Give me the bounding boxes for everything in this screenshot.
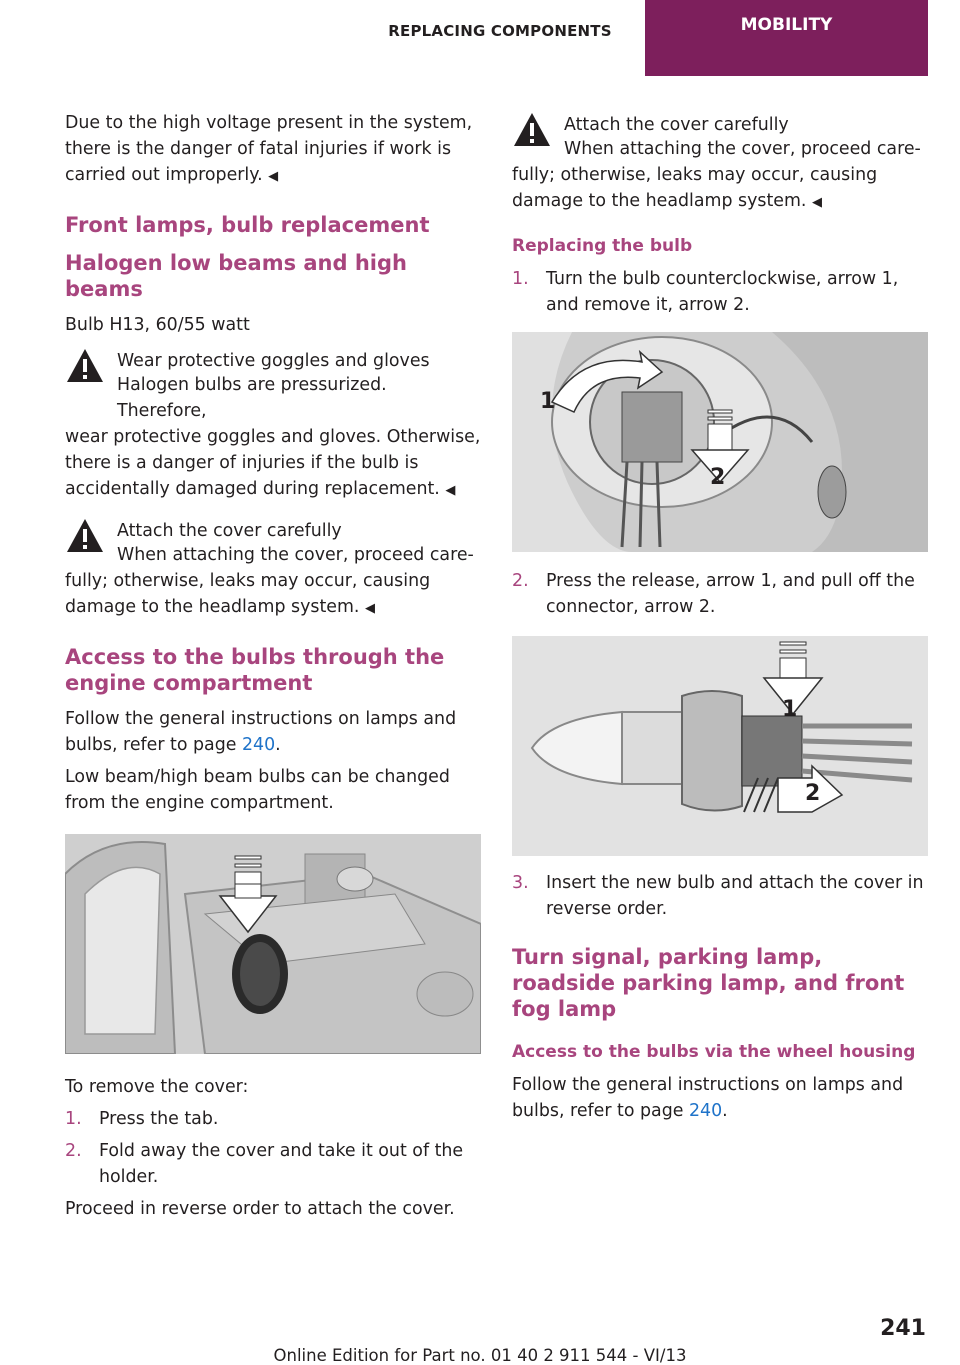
connector-figure xyxy=(512,636,928,856)
replace-steps-1 xyxy=(512,266,928,318)
running-header-section: REPLACING COMPONENTS xyxy=(388,22,612,40)
right-column xyxy=(512,110,928,1130)
end-mark-icon: ◀ xyxy=(268,169,279,184)
warning-cover-right-title: Attach the cover carefully xyxy=(564,115,789,135)
page-link-240[interactable]: 240 xyxy=(241,735,276,755)
warning-goggles-first: Halogen bulbs are pressurized. Therefore, xyxy=(117,375,387,421)
engine-compartment-figure xyxy=(65,834,481,1054)
warning-triangle-icon xyxy=(65,346,105,386)
warning-cover-right-body: fully; otherwise, leaks may occur, causing damage to the headlamp system. ◀ xyxy=(512,165,878,211)
warning-goggles xyxy=(65,346,481,504)
end-mark-icon: ◀ xyxy=(364,601,375,616)
edition-footer: Online Edition for Part no. 01 40 2 911 544 - VI/13 xyxy=(273,1346,687,1365)
figure-label-2: 2 xyxy=(805,781,821,806)
heading-front-lamps: Front lamps, bulb replacement xyxy=(65,213,430,237)
heading-access-engine: Access to the bulbs through the engine compartment xyxy=(65,645,445,695)
engine-compartment-illustration xyxy=(65,834,481,1054)
connector-illustration xyxy=(512,636,928,856)
bulb-spec: Bulb H13, 60/55 watt xyxy=(65,315,250,335)
page-link-240[interactable]: 240 xyxy=(688,1101,723,1121)
warning-goggles-title: Wear protective goggles and gloves xyxy=(117,351,430,371)
intro-paragraph: Due to the high voltage present in the system, there is the danger of fatal injuries if work is carried out improperly. ◀ xyxy=(65,113,473,185)
warning-cover-first: When attaching the cover, proceed care- xyxy=(117,545,474,565)
replace-steps-3 xyxy=(512,870,928,922)
warning-cover xyxy=(65,516,481,622)
remove-cover-steps xyxy=(65,1106,481,1190)
bulb-removal-illustration xyxy=(512,332,928,552)
access-paragraph-2: Low beam/high beam bulbs can be changed from the engine compartment. xyxy=(65,767,450,813)
list-item: 2. Fold away the cover and take it out of the holder. xyxy=(65,1141,464,1187)
left-column xyxy=(65,110,481,1228)
replace-steps-2 xyxy=(512,568,928,620)
warning-cover-title: Attach the cover carefully xyxy=(117,521,342,541)
heading-halogen: Halogen low beams and high beams xyxy=(65,251,407,301)
warning-cover-right-first: When attaching the cover, proceed care- xyxy=(564,139,921,159)
warning-triangle-icon xyxy=(512,110,552,150)
list-item: 1. Press the tab. xyxy=(65,1109,219,1129)
list-item: 1. Turn the bulb counterclockwise, arrow 1, and remove it, arrow 2. xyxy=(512,269,899,315)
outro-paragraph: Proceed in reverse order to attach the cover. xyxy=(65,1199,455,1219)
page-number: 241 xyxy=(880,1316,926,1341)
access-paragraph-1: Follow the general instructions on lamps and bulbs, refer to page 240. xyxy=(65,709,457,755)
heading-turn-signal: Turn signal, parking lamp, roadside parking lamp, and front fog lamp xyxy=(512,945,905,1021)
end-mark-icon: ◀ xyxy=(445,483,456,498)
warning-triangle-icon xyxy=(65,516,105,556)
wheel-housing-paragraph: Follow the general instructions on lamps and bulbs, refer to page 240. xyxy=(512,1075,904,1121)
remove-cover-intro: To remove the cover: xyxy=(65,1077,249,1097)
heading-replacing-bulb: Replacing the bulb xyxy=(512,236,693,256)
figure-label-1: 1 xyxy=(540,389,556,414)
chapter-tab[interactable] xyxy=(645,0,928,76)
end-mark-icon: ◀ xyxy=(811,195,822,210)
list-item: 3. Insert the new bulb and attach the cover in reverse order. xyxy=(512,873,924,919)
heading-wheel-housing: Access to the bulbs via the wheel housing xyxy=(512,1042,916,1062)
figure-label-1: 1 xyxy=(782,697,798,722)
figure-label-2: 2 xyxy=(710,465,726,490)
warning-goggles-body: wear protective goggles and gloves. Otherwise, there is a danger of injuries if the bulb is accidentally damaged during replacement. ◀ xyxy=(65,427,481,499)
warning-cover-right xyxy=(512,110,928,216)
bulb-removal-figure xyxy=(512,332,928,552)
chapter-tab-label: MOBILITY xyxy=(645,0,928,50)
warning-cover-body: fully; otherwise, leaks may occur, causing damage to the headlamp system. ◀ xyxy=(65,571,431,617)
list-item: 2. Press the release, arrow 1, and pull off the connector, arrow 2. xyxy=(512,571,915,617)
